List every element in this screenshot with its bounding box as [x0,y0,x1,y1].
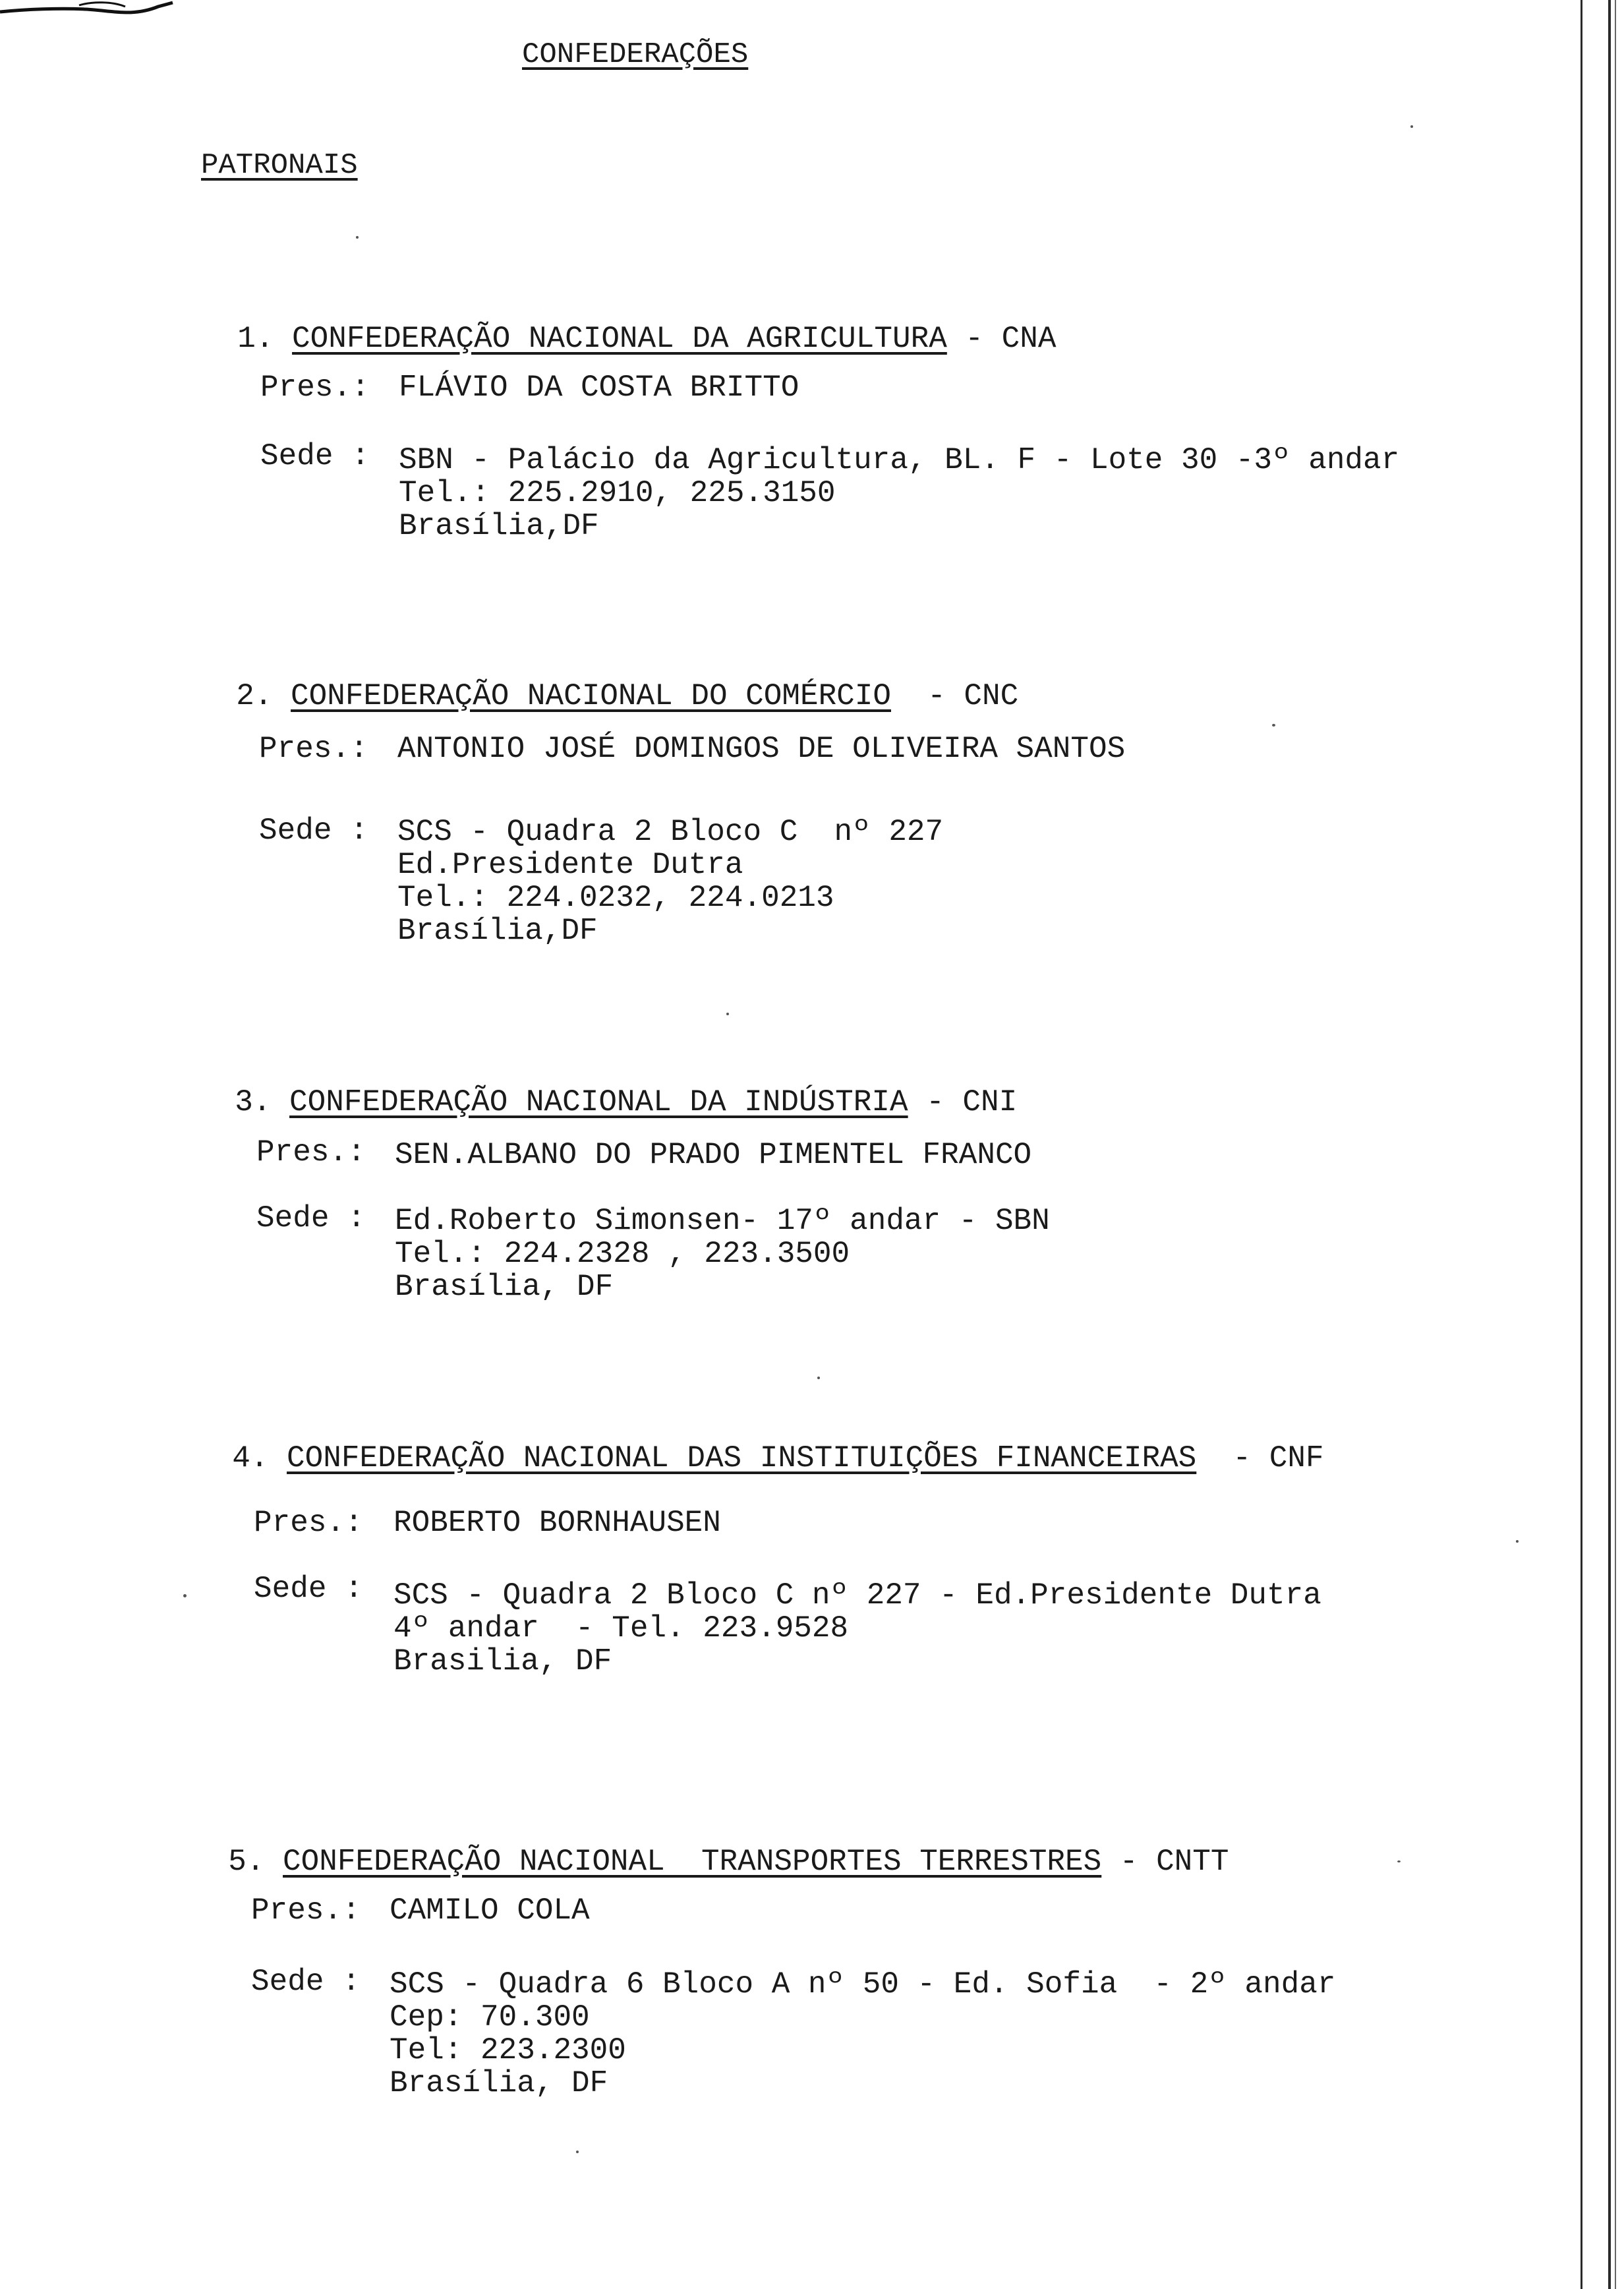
address-line: Cep: 70.300 [390,2000,590,2035]
pres-label: Pres.: [254,1506,363,1540]
entry-heading [200,645,1018,713]
address-line: Ed.Roberto Simonsen- 17º andar - SBN [395,1204,1050,1238]
entry-name: CONFEDERAÇÃO NACIONAL DA AGRICULTURA [292,322,947,356]
entry-heading [201,287,1056,356]
address-line: Tel.: 224.2328 , 223.3500 [395,1237,850,1271]
address-line: Tel.: 225.2910, 225.3150 [399,476,836,510]
entry-heading [196,1407,1324,1475]
president-name: ANTONIO JOSÉ DOMINGOS DE OLIVEIRA SANTOS [397,732,1126,766]
address-line: Brasília,DF [397,914,598,948]
entry-abbr: - CNC [927,679,1019,713]
address-line: SCS - Quadra 6 Bloco A nº 50 - Ed. Sofia - 2º andar [390,1967,1336,2002]
pres-label: Pres.: [251,1893,361,1928]
president-name: FLÁVIO DA COSTA BRITTO [399,371,799,405]
address-line: 4º andar - Tel. 223.9528 [393,1611,849,1646]
address-line: SCS - Quadra 2 Bloco C nº 227 [397,815,944,849]
entry-name: CONFEDERAÇÃO NACIONAL TRANSPORTES TERRESTRES [283,1845,1102,1879]
address-line: SBN - Palácio da Agricultura, BL. F - Lote 30 -3º andar [399,443,1400,477]
address-line: Brasília,DF [399,509,599,543]
entry-name: CONFEDERAÇÃO NACIONAL DAS INSTITUIÇÕES FINANCEIRAS [287,1441,1197,1475]
scan-speck [817,1377,820,1379]
president-name: CAMILO COLA [390,1893,590,1928]
entry-abbr: - CNTT [1119,1845,1229,1879]
sede-label: Sede : [259,814,368,848]
address-line: Brasilia, DF [393,1644,612,1679]
pres-label: Pres.: [256,1135,366,1170]
entry-number: 3. [235,1085,272,1119]
sede-label: Sede : [256,1201,366,1235]
scan-speck [1272,724,1275,727]
scan-speck [1397,1860,1401,1862]
scan-speck [1516,1540,1519,1543]
pres-label: Pres.: [260,371,370,405]
president-name: ROBERTO BORNHAUSEN [393,1506,721,1540]
scan-speck [576,2151,579,2153]
sede-label: Sede : [260,439,370,473]
sede-label: Sede : [254,1572,363,1606]
scan-speck [726,1013,729,1015]
scan-edge-line [1615,0,1616,2289]
entry-number: 4. [232,1441,269,1475]
scan-speck [1410,125,1413,128]
pres-label: Pres.: [259,732,368,766]
entry-abbr: - CNA [965,322,1057,356]
address-line: Tel.: 224.0232, 224.0213 [397,881,834,915]
scan-speck [183,1594,187,1597]
scan-edge-line [1608,0,1611,2289]
scan-speck [356,236,359,239]
address-line: Ed.Presidente Dutra [397,848,743,882]
entry-name: CONFEDERAÇÃO NACIONAL DA INDÚSTRIA [289,1085,908,1119]
address-line: Tel: 223.2300 [390,2033,626,2067]
scribble-mark [0,0,178,26]
entry-heading [192,1810,1229,1879]
entry-name: CONFEDERAÇÃO NACIONAL DO COMÉRCIO [291,679,891,713]
entry-number: 5. [228,1845,265,1879]
scan-edge-line [1580,0,1582,2289]
entry-heading [198,1051,1017,1119]
sede-label: Sede : [251,1965,361,1999]
entry-number: 1. [237,322,274,356]
entry-abbr: - CNI [926,1085,1018,1119]
page-title: CONFEDERAÇÕES [522,38,749,71]
entry-abbr: - CNF [1232,1441,1324,1475]
entry-number: 2. [236,679,273,713]
address-line: SCS - Quadra 2 Bloco C nº 227 - Ed.Presidente Dutra [393,1578,1321,1613]
president-name: SEN.ALBANO DO PRADO PIMENTEL FRANCO [395,1138,1032,1172]
address-line: Brasília, DF [390,2066,608,2100]
address-line: Brasília, DF [395,1270,614,1304]
section-heading: PATRONAIS [201,149,358,182]
